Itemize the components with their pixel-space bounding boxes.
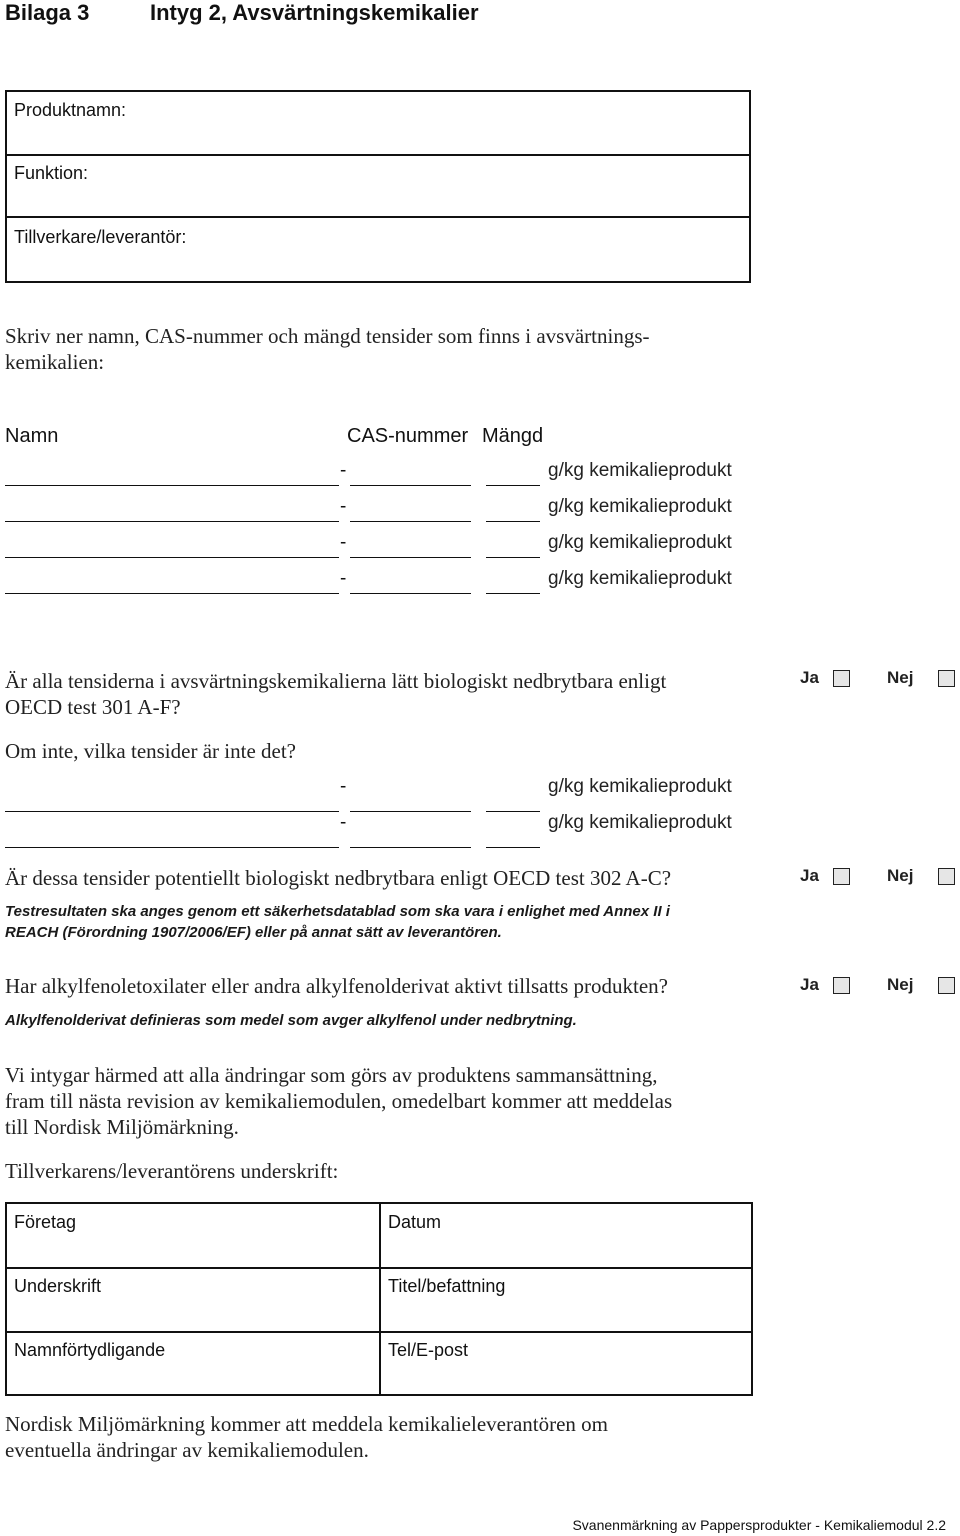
job-title-label: Titel/befattning [388, 1276, 506, 1296]
yes-checkbox[interactable] [833, 670, 850, 687]
function-label: Funktion: [14, 163, 89, 183]
question-alkylphenol: Har alkylfenoletoxilater eller andra alkylfenolderivat aktivt tillsatts produkten? [5, 974, 669, 998]
surfactant-name-input[interactable] [5, 792, 339, 812]
date-label: Datum [388, 1212, 442, 1232]
signature-box [5, 1202, 753, 1396]
company-field[interactable] [7, 1204, 379, 1267]
no-checkbox[interactable] [938, 977, 955, 994]
question-followup: Om inte, vilka tensider är inte det? [5, 739, 296, 763]
name-clarification-field[interactable] [7, 1333, 379, 1394]
declaration-line-1: Vi intygar härmed att alla ändringar som görs av produktens sammansättning, [5, 1063, 658, 1087]
no-checkbox[interactable] [938, 868, 955, 885]
closing-line-2: eventuella ändringar av kemikaliemodulen. [5, 1438, 369, 1462]
dash-separator: - [340, 776, 347, 797]
company-label: Företag [14, 1212, 77, 1232]
surfactant-name-input[interactable] [5, 502, 339, 522]
signature-label: Underskrift [14, 1276, 102, 1296]
column-header-cas: CAS-nummer [347, 425, 469, 447]
cas-number-input[interactable] [350, 828, 471, 848]
no-label: Nej [887, 975, 914, 994]
amount-unit: g/kg kemikalieprodukt [548, 812, 732, 833]
amount-input[interactable] [486, 792, 540, 812]
amount-input[interactable] [486, 574, 540, 594]
amount-unit: g/kg kemikalieprodukt [548, 776, 732, 797]
name-clarification-label: Namnförtydligande [14, 1340, 166, 1360]
manufacturer-field[interactable] [5, 216, 751, 283]
amount-unit: g/kg kemikalieprodukt [548, 460, 732, 481]
no-label: Nej [887, 866, 914, 885]
question-biodegradable-line-2: OECD test 301 A-F? [5, 695, 181, 719]
declaration-line-3: till Nordisk Miljömärkning. [5, 1115, 239, 1139]
amount-input[interactable] [486, 538, 540, 558]
page-title: Intyg 2, Avsvärtningskemikalier [150, 0, 479, 25]
surfactant-name-input[interactable] [5, 466, 339, 486]
dash-separator: - [340, 532, 347, 553]
dash-separator: - [340, 496, 347, 517]
test-results-note-line-1: Testresultaten ska anges genom ett säkerhetsdatablad som ska vara i enlighet med Annex II i [5, 903, 670, 920]
date-field[interactable] [381, 1204, 751, 1267]
product-name-label: Produktnamn: [14, 100, 127, 120]
question-potentially-biodegradable: Är dessa tensider potentiellt biologiskt nedbrytbara enligt OECD test 302 A-C? [5, 866, 672, 890]
product-name-field[interactable] [5, 90, 751, 156]
amount-unit: g/kg kemikalieprodukt [548, 568, 732, 589]
column-header-name: Namn [5, 425, 59, 447]
closing-line-1: Nordisk Miljömärkning kommer att meddela kemikalieleverantören om [5, 1412, 609, 1436]
cas-number-input[interactable] [350, 466, 471, 486]
surfactant-name-input[interactable] [5, 828, 339, 848]
amount-unit: g/kg kemikalieprodukt [548, 532, 732, 553]
intro-line-1: Skriv ner namn, CAS-nummer och mängd tensider som finns i avsvärtnings- [5, 324, 650, 348]
alkylphenol-definition-note: Alkylfenolderivat definieras som medel som avger alkylfenol under nedbrytning. [5, 1012, 577, 1029]
declaration-line-2: fram till nästa revision av kemikaliemodulen, omedelbart kommer att meddelas [5, 1089, 673, 1113]
signature-field[interactable] [7, 1269, 379, 1331]
surfactant-name-input[interactable] [5, 538, 339, 558]
cas-number-input[interactable] [350, 502, 471, 522]
column-header-amount: Mängd [482, 425, 544, 447]
surfactant-name-input[interactable] [5, 574, 339, 594]
appendix-label: Bilaga 3 [5, 0, 90, 25]
amount-input[interactable] [486, 502, 540, 522]
question-biodegradable-line-1: Är alla tensiderna i avsvärtningskemikalierna lätt biologiskt nedbrytbara enligt [5, 669, 667, 693]
amount-input[interactable] [486, 466, 540, 486]
cas-number-input[interactable] [350, 574, 471, 594]
yes-checkbox[interactable] [833, 868, 850, 885]
dash-separator: - [340, 460, 347, 481]
no-checkbox[interactable] [938, 670, 955, 687]
signature-heading: Tillverkarens/leverantörens underskrift: [5, 1159, 339, 1183]
cas-number-input[interactable] [350, 538, 471, 558]
function-field[interactable] [5, 154, 751, 218]
amount-input[interactable] [486, 828, 540, 848]
contact-field[interactable] [381, 1333, 751, 1394]
job-title-field[interactable] [381, 1269, 751, 1331]
contact-label: Tel/E-post [388, 1340, 469, 1360]
cas-number-input[interactable] [350, 792, 471, 812]
yes-checkbox[interactable] [833, 977, 850, 994]
yes-label: Ja [800, 866, 819, 885]
test-results-note-line-2: REACH (Förordning 1907/2006/EF) eller på annat sätt av leverantören. [5, 924, 502, 941]
page-footer: Svanenmärkning av Pappersprodukter - Kemikaliemodul 2.2 [572, 1517, 946, 1533]
amount-unit: g/kg kemikalieprodukt [548, 496, 732, 517]
dash-separator: - [340, 568, 347, 589]
manufacturer-label: Tillverkare/leverantör: [14, 227, 187, 247]
yes-label: Ja [800, 668, 819, 687]
yes-label: Ja [800, 975, 819, 994]
dash-separator: - [340, 812, 347, 833]
intro-line-2: kemikalien: [5, 350, 105, 374]
no-label: Nej [887, 668, 914, 687]
